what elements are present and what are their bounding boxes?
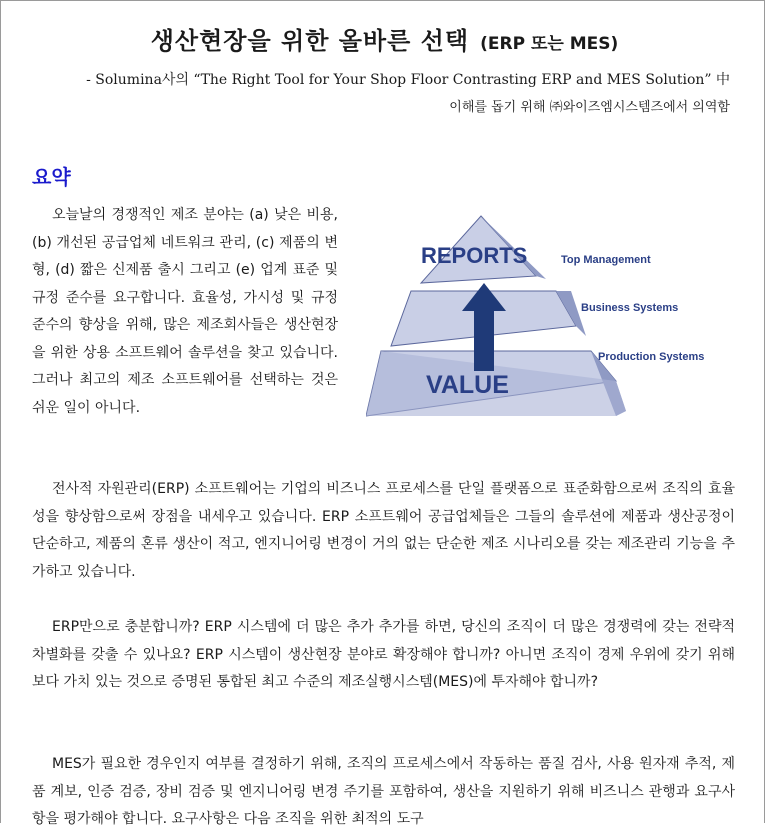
reports-label: REPORTS [421,243,528,268]
paragraph-1 [32,202,338,422]
paragraph-2 [32,476,735,586]
paragraph-1-text: 오늘날의 경쟁적인 제조 분야는 (a) 낮은 비용, (b) 개선된 공급업체 네트워크 관리, (c) 제품의 변형, (d) 짧은 신제품 출시 그리고 (e) 업계 표준 및 규정 준수를 요구합니다. 효율성, 가시성 및 규정준수의 향상을 위해, 많은 제조회사들은 생산현장을 위한 상용 소프트웨어 솔루션을 찾고 있습니다. 그러나 최고의 제조 소프트웨어를 선택하는 것은 쉬운 일이 아니다. [32,207,338,416]
paragraph-2-text: 전사적 자원관리(ERP) 소프트웨어는 기업의 비즈니스 프로세스를 단일 플랫폼으로 표준화함으로써 조직의 효율성을 향상함으로써 장점을 내세우고 있습니다. ERP 소프트웨어 공급업체들은 그들의 솔루션에 제품과 생산공정이 단순하고, 제품의 혼류 생산이 적고, 엔지니어링 변경이 거의 없는 단순한 제조 시나리오를 갖는 제조관리 기능을 추가하고 있습니다. [32,481,735,580]
level-label-top-management: Top Management [561,254,651,266]
pyramid-figure [366,211,736,426]
level-label-business-systems: Business Systems [581,302,679,314]
paragraph-3-text: ERP만으로 충분합니까? ERP 시스템에 더 많은 추가 추가를 하면, 당신의 조직이 더 많은 경쟁력에 갖는 전략적 차별화를 갖출 수 있나요? ERP 시스템이 생산현장 분야로 확장해야 합니까? 아니면 조직이 경제 우위에 갖기 위해 보다 가치 있는 것으로 증명된 통합된 최고 수준의 제조실행시스템(MES)에 투자해야 합니까? [32,619,735,690]
paragraph-4-text: MES가 필요한 경우인지 여부를 결정하기 위해, 조직의 프로세스에서 작동하는 품질 검사, 사용 원자재 추적, 제품 계보, 인증 검증, 장비 검증 및 엔지니어링 변경 주기를 포함하여, 생산을 지원하기 위해 비즈니스 관행과 요구사항을 평가해야 합니다. 요구사항은 다음 조직을 위한 최적의 도구 [32,756,735,827]
section-heading-summary: 요약 [32,165,71,189]
value-label: VALUE [426,371,509,399]
paragraph-4 [32,751,735,834]
title-main: 생산현장을 위한 올바른 선택 [150,27,470,55]
paragraph-3 [32,614,735,697]
level-label-production-systems: Production Systems [598,351,705,363]
document-title [1,21,767,56]
source-line-1: - Solumina사의 “The Right Tool for Your Shop Floor Contrasting ERP and MES Solution” 中 [86,72,730,88]
title-sub: (ERP 또는 MES) [480,34,619,54]
source-line-2: 이해를 돕기 위해 ㈜와이즈엠시스템즈에서 의역함 [449,100,730,115]
